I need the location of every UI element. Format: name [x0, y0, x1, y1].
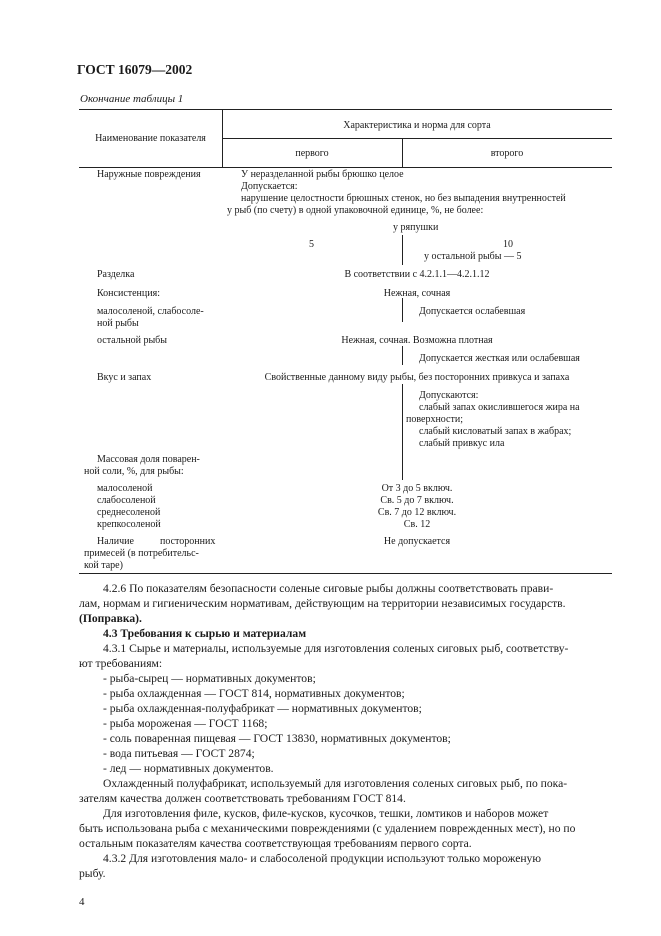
cell-text: нарушение целостности брюшных стенок, но без выпадения внутренностей [241, 193, 566, 204]
row-label-foreign: примесей (в потребительс- [84, 548, 199, 559]
table-caption: Окончание таблицы 1 [80, 93, 184, 105]
cell-value: От 3 до 5 включ. [381, 483, 453, 494]
cell-text: слабый привкус ила [419, 438, 505, 449]
paragraph: 4.3.1 Сырье и материалы, используемые для изготовления соленых сиговых рыб, соответству- [103, 642, 569, 655]
cell-text: у ряпушки [393, 222, 439, 233]
row-sublabel: малосоленой, слабосоле- [97, 306, 204, 317]
paragraph: Для изготовления филе, кусков, филе-кусков, кусочков, тешки, ломтиков и наборов может [103, 807, 549, 820]
cell-value: Допускается жесткая или ослабевшая [419, 353, 580, 364]
row-label-cutting: Разделка [97, 269, 135, 280]
cell-value: Не допускается [383, 536, 451, 547]
cell-value: Св. 5 до 7 включ. [380, 495, 454, 506]
page-number: 4 [79, 896, 85, 908]
row-label-foreign: Наличие [97, 536, 134, 547]
list-item: - рыба охлажденная — ГОСТ 814, нормативных документов; [103, 687, 405, 700]
row-label-foreign: посторонних [160, 536, 216, 547]
cell-text: слабый запах окислившегося жира на [419, 402, 580, 413]
row-label-salt: ной соли, %, для рыбы: [84, 466, 184, 477]
row-label-foreign: кой таре) [84, 560, 123, 571]
row-label-salt: Массовая доля поварен- [97, 454, 200, 465]
column-divider-tick [402, 346, 403, 365]
column-header-second: второго [490, 148, 524, 159]
row-label-damage: Наружные повреждения [97, 169, 201, 180]
cell-value: Свойственные данному виду рыбы, без посторонних привкуса и запаха [264, 372, 570, 383]
cell-value: Св. 7 до 12 включ. [377, 507, 457, 518]
paragraph: зателям качества должен соответствовать требованиям ГОСТ 814. [79, 792, 406, 805]
list-item: - вода питьевая — ГОСТ 2874; [103, 747, 255, 760]
paragraph: 4.2.6 По показателям безопасности соленые сиговые рыбы должны соответствовать прави- [103, 582, 554, 595]
column-header-first: первого [295, 148, 329, 159]
section-heading: 4.3 Требования к сырью и материалам [103, 627, 307, 640]
row-sublabel: слабосоленой [97, 495, 156, 506]
list-item: - рыба-сырец — нормативных документов; [103, 672, 316, 685]
paragraph: остальным показателям качества соответствующая требованиям первого сорта. [79, 837, 472, 850]
cell-value: Св. 12 [403, 519, 431, 530]
paragraph: быть использована рыба с механическими повреждениями (с удалением поврежденных мест), но по [79, 822, 576, 835]
paragraph: рыбу. [79, 867, 106, 880]
paragraph: Охлажденный полуфабрикат, используемый для изготовления соленых сиговых рыб, по пока- [103, 777, 568, 790]
paragraph: лам, нормам и гигиеническим нормативам, действующим на территории независимых государств. [79, 597, 566, 610]
column-divider-tick [402, 235, 403, 265]
cell-value: Нежная, сочная. Возможна плотная [341, 335, 493, 346]
column-header-name: Наименование показателя [95, 133, 206, 144]
row-sublabel: среднесоленой [97, 507, 161, 518]
column-divider-tick [402, 298, 403, 322]
paragraph: 4.3.2 Для изготовления мало- и слабосоленой продукции используют только мороженую [103, 852, 542, 865]
list-item: - лед — нормативных документов. [103, 762, 274, 775]
row-label-taste: Вкус и запах [97, 372, 152, 383]
column-divider-tick [402, 384, 403, 480]
list-item: - соль поваренная пищевая — ГОСТ 13830, нормативных документов; [103, 732, 451, 745]
table-divider [79, 167, 612, 168]
row-label-consistency: Консистенция: [97, 288, 160, 299]
cell-text: Допускаются: [419, 390, 479, 401]
list-item: - рыба мороженая — ГОСТ 1168; [103, 717, 268, 730]
cell-value: 5 [309, 239, 314, 250]
row-sublabel: крепкосоленой [97, 519, 161, 530]
paragraph: ют требованиям: [79, 657, 163, 670]
document-header: ГОСТ 16079—2002 [77, 62, 193, 77]
cell-text: у рыб (по счету) в одной упаковочной единице, %, не более: [227, 205, 484, 216]
row-sublabel: остальной рыбы [97, 335, 167, 346]
cell-value: 10 [503, 239, 513, 250]
column-header-group: Характеристика и норма для сорта [343, 120, 491, 131]
cell-text: Допускается: [241, 181, 298, 192]
cell-value: Нежная, сочная [383, 288, 451, 299]
quality-table [79, 109, 612, 574]
list-item: - рыба охлажденная-полуфабрикат — нормативных документов; [103, 702, 422, 715]
cell-value: Допускается ослабевшая [419, 306, 526, 317]
table-divider [222, 138, 612, 139]
paragraph-note: (Поправка). [79, 612, 142, 625]
cell-text: У неразделанной рыбы брюшко целое [241, 169, 404, 180]
cell-text: у остальной рыбы — 5 [424, 251, 522, 262]
row-sublabel: малосоленой [97, 483, 153, 494]
row-sublabel: ной рыбы [97, 318, 139, 329]
cell-text: слабый кисловатый запах в жабрах; [419, 426, 572, 437]
cell-value: В соответствии с 4.2.1.1—4.2.1.12 [344, 269, 490, 280]
cell-text: поверхности; [406, 414, 463, 425]
